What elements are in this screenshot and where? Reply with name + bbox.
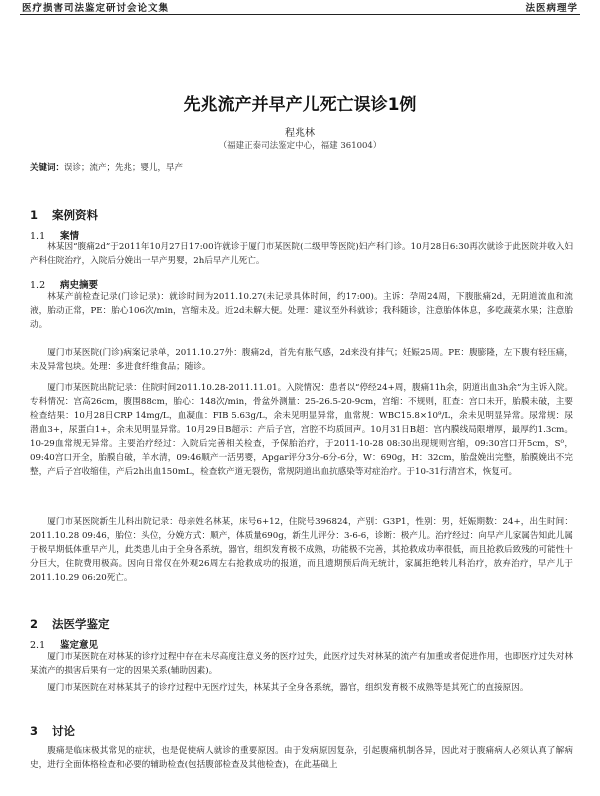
section-title: 法医学鉴定	[52, 617, 110, 631]
subsection-title: 病史摘要	[60, 280, 99, 291]
section-number: 2	[30, 617, 39, 631]
opinion-paragraph-1: 厦门市某医院在对林某的诊疗过程中存在未尽高度注意义务的医疗过失，此医疗过失对林某的流产有加重或者促进作用，也即医疗过失对林某流产的损害后果有一定的因果关系(辅助因素)。	[30, 652, 573, 676]
author-name: 程兆林	[285, 128, 315, 139]
outpatient-record-paragraph: 厦门市某医院(门诊)病案记录单，2011.10.27外：腹痛2d，首先有胀气感，2d来没有排气；妊娠25周。PE：腹膨隆，左下腹有轻压痛，未及异常包块。处理：多进食纤维食品；随诊。	[30, 348, 573, 372]
discussion-paragraph: 腹痛是临床极其常见的症状，也是促使病人就诊的重要原因。由于发病原因复杂，引起腹痛机制各异，因此对于腹痛病人必须认真了解病史，进行全面体格检查和必要的辅助检查(包括腹部检查及其他检查)，在此基础上	[30, 746, 573, 770]
section-title: 讨论	[52, 724, 75, 738]
case-summary-paragraph: 林某因“腹痛2d”于2011年10月27日17:00许就诊于厦门市某医院(二级甲等医院)妇产科门诊。10月28日6:30再次就诊于此医院并收入妇产科住院治疗，入院后分娩出一早产男婴，2h后早产儿死亡。	[30, 242, 573, 266]
section-number: 3	[30, 724, 39, 738]
subsection-title: 鉴定意见	[60, 640, 99, 651]
keywords-text: 误诊；流产；先兆；婴儿，早产	[64, 163, 184, 173]
opinion-paragraph-2: 厦门市某医院在对林某其子的诊疗过程中无医疗过失，林某其子全身各系统，器官，组织发育极不成熟等是其死亡的直接原因。	[47, 683, 529, 693]
prenatal-record-paragraph: 林某产前检查记录(门诊记录)：就诊时间为2011.10.27(未记录具体时间，约17:00)。主诉：孕周24周，下腹胀痛2d，无阴道流血和流液，胎动正常，PE：胎心106次/min，宫缩未及。近2d未解大便。处理：建议至外科就诊；我科随诊，注意胎体体息，多吃蔬菜水果；注意胎动。	[30, 292, 573, 330]
discharge-record-paragraph: 厦门市某医院出院记录：住院时间2011.10.28-2011.11.01。入院情况：患者以“停经24+周，腹痛11h余，阴道出血3h余”为主诉入院。专科情况：宫高26cm，腹围88cm，胎心：148次/min，骨盆外测量：25-26.5-20-9cm，宫缩：不规则，肛查：宫口未开，胎膜未破，主要检查结果：10月28日CRP 14mg/L，血凝血：FIB 5.63g/L，余未见明显异常，血常规：WBC15.8×10⁹/L，余未见明显异常。尿常规：尿潜血3+，尿蛋白1+，余未见明显异常。10月29日B超示：产后子宫，宫腔不均质回声。10月31日B超：宫内膜线局限增厚，最厚约1.3cm。10-29血常规无异常。主要治疗经过：入院后完善相关检查，予保胎治疗，于2011-10-28 08:30出现规则宫缩，09:30宫口开5cm，S⁰，09:40宫口开全，胎膜自破，羊水清，09:46顺产一活男婴，Apgar评分3分-6分-6分，W：690g，H：32cm，胎盘娩出完整，胎膜娩出不完整，产后子宫收缩佳，产后2h出血150mL，检查软产道无裂伤，常规阴道出血抗感染等对症治疗。于10-31行清宫术，恢复可。	[30, 383, 573, 477]
subsection-number: 1.2	[30, 280, 46, 291]
subsection-heading-1-2	[30, 277, 98, 291]
header-rule	[20, 14, 580, 15]
running-header-right: 法医病理学	[525, 3, 578, 14]
subsection-number: 1.1	[30, 231, 46, 242]
section-heading-3	[30, 723, 75, 739]
running-header-left: 医疗损害司法鉴定研讨会论文集	[22, 3, 170, 14]
keywords-line	[30, 161, 183, 173]
section-title: 案例资料	[52, 208, 98, 222]
subsection-heading-2-1	[30, 637, 98, 651]
subsection-number: 2.1	[30, 640, 46, 651]
keywords-label: 关键词：	[30, 163, 65, 173]
section-number: 1	[30, 208, 39, 222]
section-heading-1	[30, 207, 98, 223]
neonatal-record-paragraph: 厦门市某医院新生儿科出院记录：母亲姓名林某，床号6+12，住院号396824，产别：G3P1，性别：男，妊娠期数：24+，出生时间：2011.10.28 09:46，胎位：头位，分娩方式：顺产，体质量690g，新生儿评分：3-6-6，诊断：极产儿。治疗经过：向早产儿家属告知此儿属于极早期低体重早产儿，此类患儿由于全身各系统，器官，组织发育极不成熟，功能极不完善，其抢救成功率很低，而且抢救后致残的可能性十分巨大，住院费用极高。因向日常仅在外观26周左右抢救成功的报道，而且遗期预后尚无统计，家属拒绝转儿科治疗，放弃治疗，早产儿于2011.10.29 06:20死亡。	[30, 517, 573, 583]
subsection-title: 案情	[60, 231, 80, 242]
section-heading-2	[30, 616, 110, 632]
author-affiliation: （福建正泰司法鉴定中心，福建 361004）	[218, 141, 382, 151]
article-title: 先兆流产并早产儿死亡误诊1例	[183, 95, 417, 115]
